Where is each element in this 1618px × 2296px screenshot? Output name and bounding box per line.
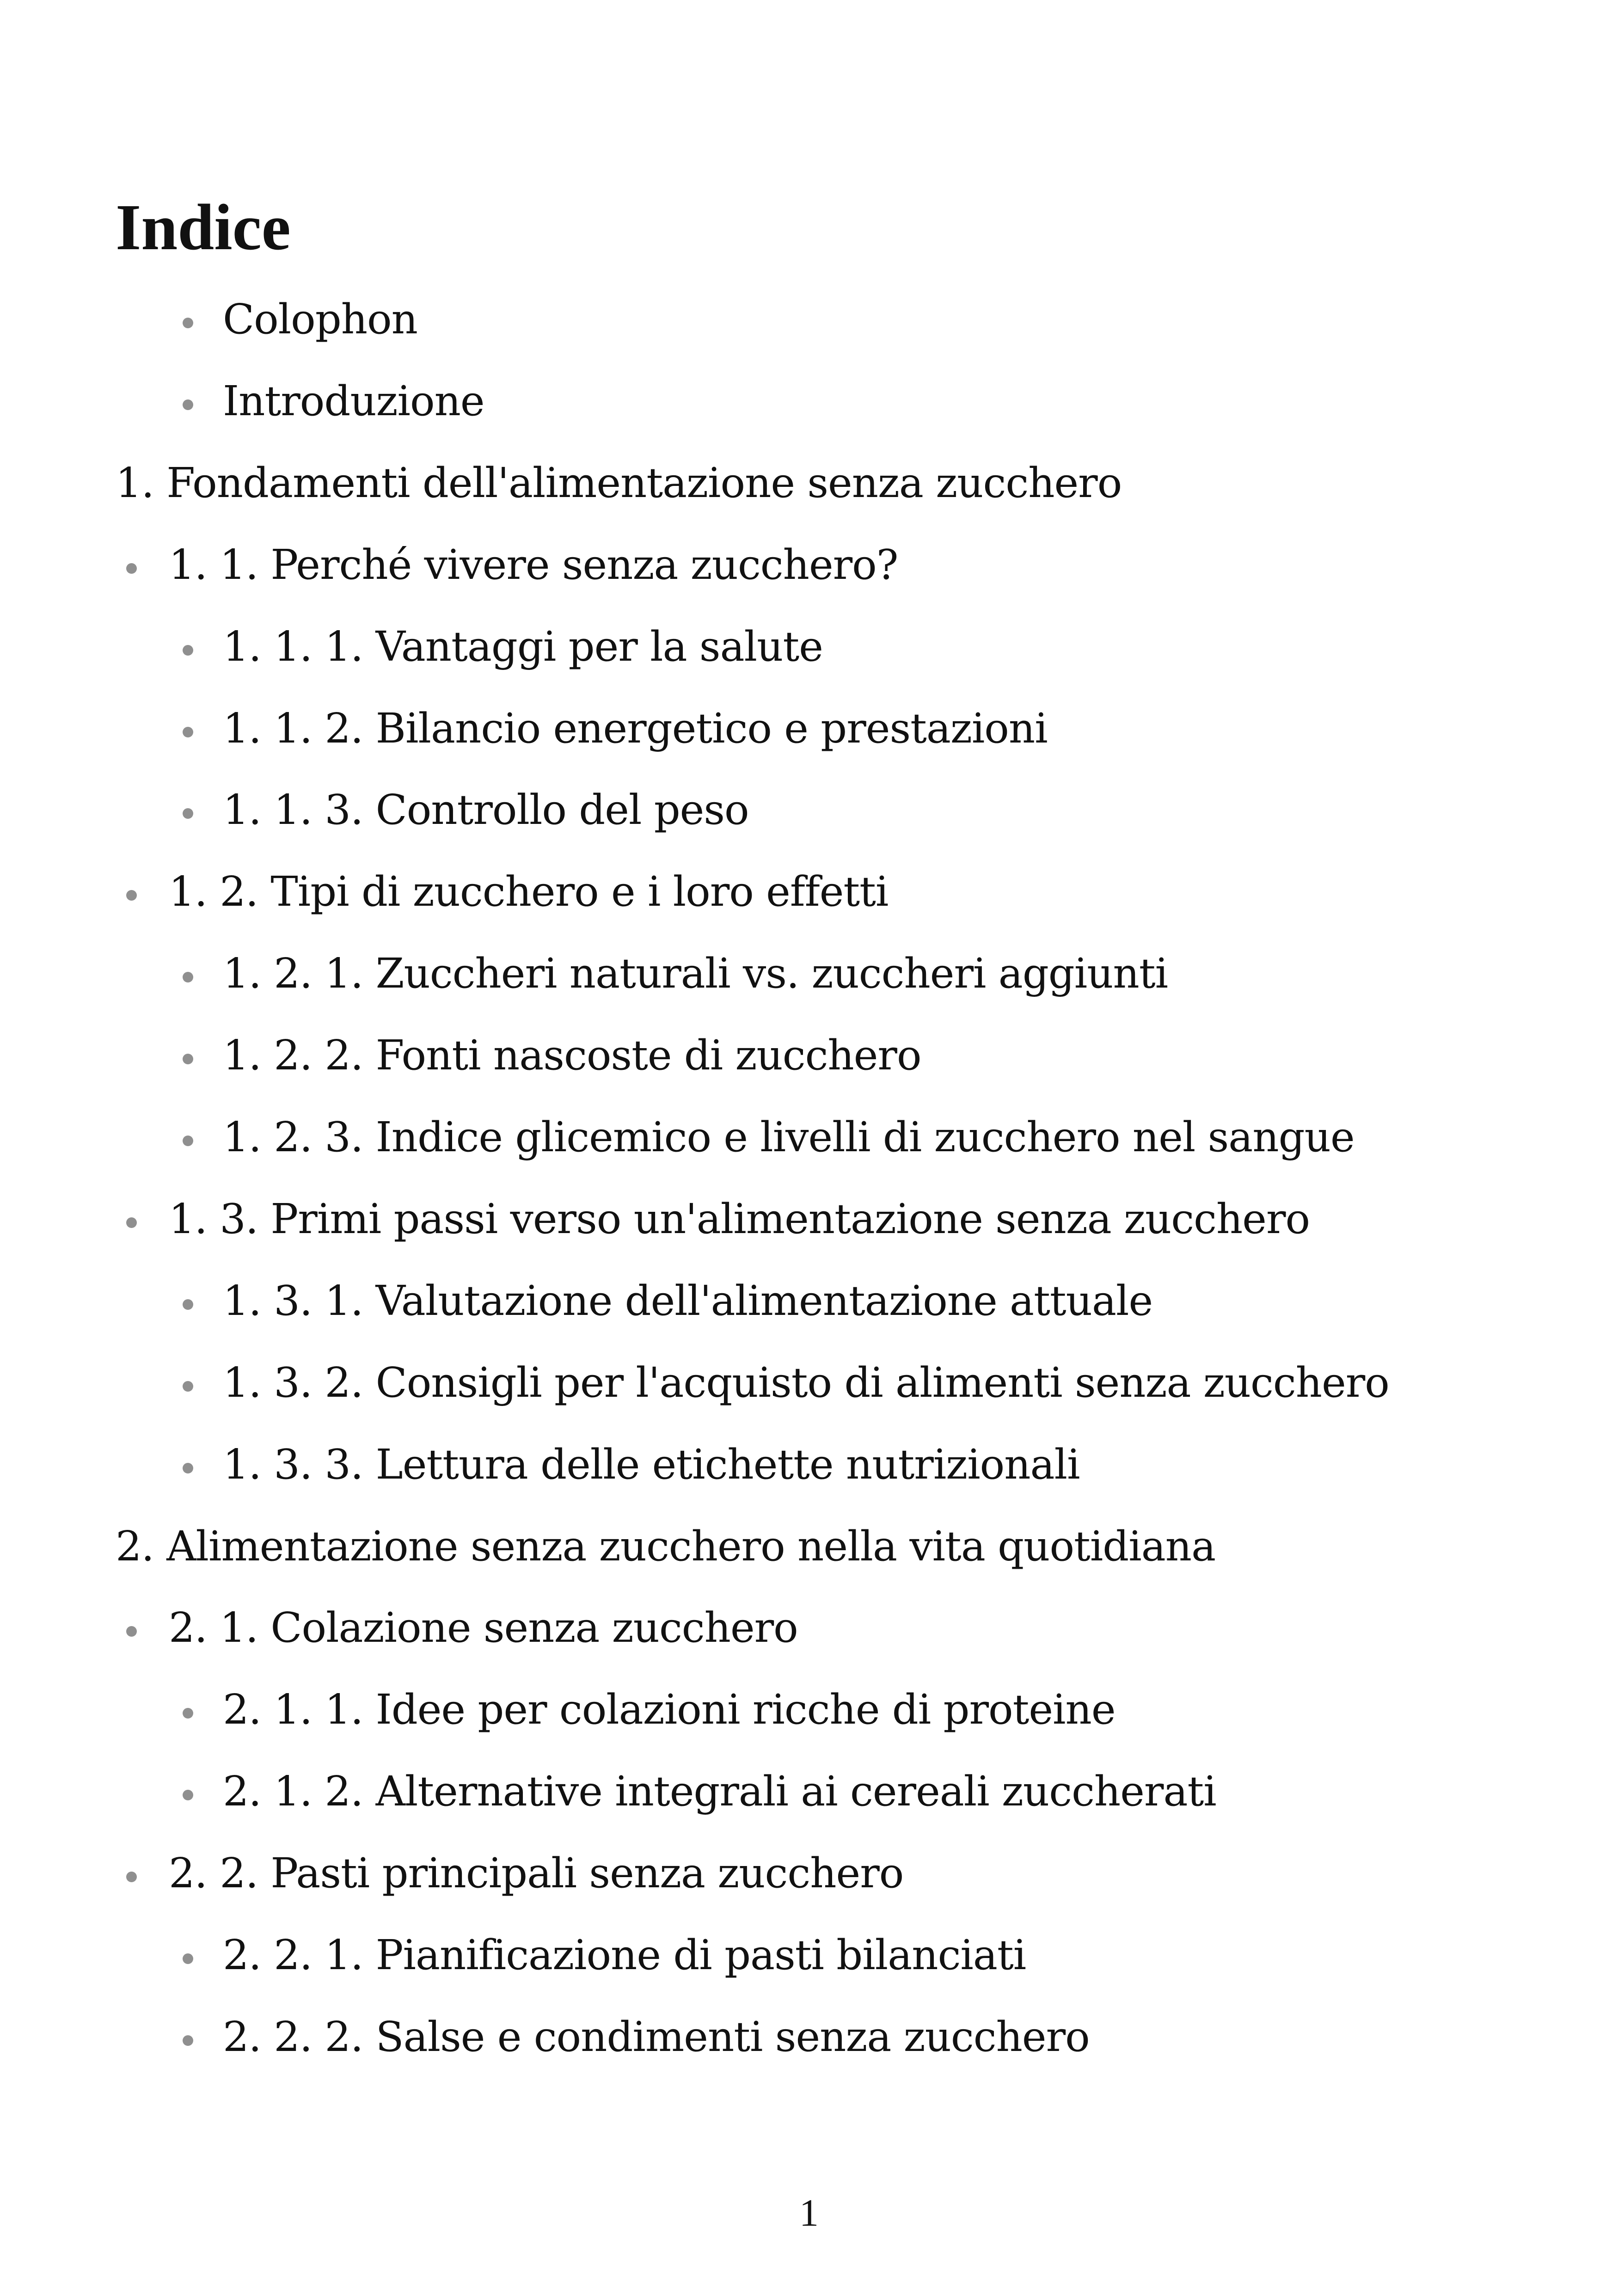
toc-chapter-link[interactable]: 1. Fondamenti dell'alimentazione senza zucchero — [116, 459, 1122, 507]
bullet-icon — [183, 2035, 193, 2046]
bullet-icon — [183, 399, 193, 410]
bullet-icon — [126, 1872, 137, 1882]
bullet-icon — [183, 727, 193, 737]
bullet-icon — [126, 1626, 137, 1637]
bullet-icon — [126, 890, 137, 901]
toc-subsection-link[interactable]: 1. 3. 2. Consigli per l'acquisto di alimenti senza zucchero — [223, 1358, 1389, 1406]
bullet-icon — [183, 1953, 193, 1964]
toc-section-link[interactable]: 1. 2. Tipi di zucchero e i loro effetti — [169, 867, 889, 915]
toc-section-link[interactable]: 1. 1. Perché vivere senza zucchero? — [169, 540, 898, 589]
bullet-icon — [126, 563, 137, 574]
bullet-icon — [126, 1217, 137, 1228]
toc-subsection-link[interactable]: 2. 2. 2. Salse e condimenti senza zucchero — [223, 2013, 1090, 2061]
bullet-icon — [183, 808, 193, 819]
bullet-icon — [183, 318, 193, 328]
toc-subsection-link[interactable]: 1. 2. 2. Fonti nascoste di zucchero — [223, 1031, 921, 1079]
toc-subsection-link[interactable]: 1. 2. 1. Zuccheri naturali vs. zuccheri aggiunti — [223, 949, 1168, 997]
page-title: Indice — [116, 190, 291, 264]
toc-subsection-link[interactable]: 1. 2. 3. Indice glicemico e livelli di zucchero nel sangue — [223, 1113, 1354, 1161]
toc-section-link[interactable]: 1. 3. Primi passi verso un'alimentazione senza zucchero — [169, 1195, 1310, 1243]
toc-subsection-link[interactable]: 2. 2. 1. Pianificazione di pasti bilanciati — [223, 1931, 1026, 1979]
bullet-icon — [183, 1708, 193, 1719]
toc-subsection-link[interactable]: Introduzione — [223, 377, 484, 425]
toc-subsection-link[interactable]: 1. 1. 3. Controllo del peso — [223, 786, 749, 834]
bullet-icon — [183, 972, 193, 982]
bullet-icon — [183, 1136, 193, 1146]
bullet-icon — [183, 1463, 193, 1473]
toc-section-link[interactable]: 2. 2. Pasti principali senza zucchero — [169, 1849, 904, 1897]
toc-subsection-link[interactable]: 1. 3. 1. Valutazione dell'alimentazione attuale — [223, 1277, 1153, 1325]
toc-subsection-link[interactable]: 1. 3. 3. Lettura delle etichette nutrizionali — [223, 1440, 1080, 1488]
toc-section-link[interactable]: 2. 1. Colazione senza zucchero — [169, 1603, 798, 1651]
toc-subsection-link[interactable]: 1. 1. 2. Bilancio energetico e prestazioni — [223, 704, 1048, 752]
bullet-icon — [183, 1299, 193, 1310]
bullet-icon — [183, 1790, 193, 1800]
toc-subsection-link[interactable]: Colophon — [223, 295, 417, 343]
toc-subsection-link[interactable]: 2. 1. 1. Idee per colazioni ricche di proteine — [223, 1685, 1115, 1733]
toc-subsection-link[interactable]: 1. 1. 1. Vantaggi per la salute — [223, 622, 823, 670]
toc-subsection-link[interactable]: 2. 1. 2. Alternative integrali ai cereali zuccherati — [223, 1767, 1216, 1815]
bullet-icon — [183, 645, 193, 656]
toc-chapter-link[interactable]: 2. Alimentazione senza zucchero nella vita quotidiana — [116, 1522, 1216, 1570]
page-number: 1 — [799, 2192, 819, 2235]
bullet-icon — [183, 1381, 193, 1392]
bullet-icon — [183, 1054, 193, 1064]
